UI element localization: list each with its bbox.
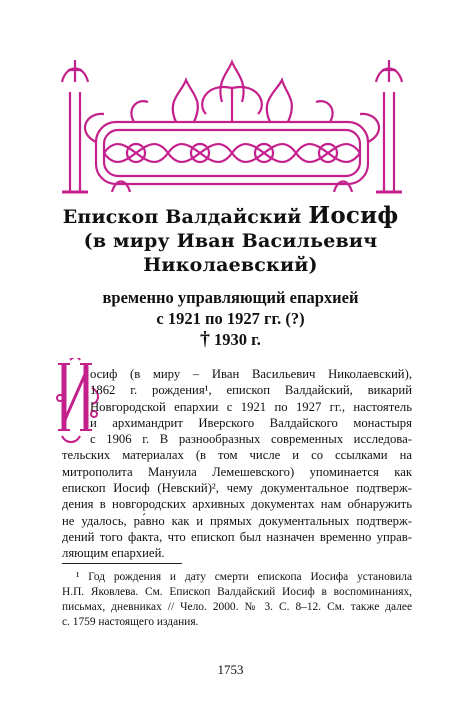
title-prefix: Епископ Валдайский [62,206,309,228]
body-line: епископ Иосиф (Невский)², чему документальное подтверж- [62,481,412,496]
body-line: не удалось, ра́вно как и прямых документальных подтверж- [62,513,412,528]
title-line-3: Николаевский) [143,254,318,276]
body-line: с 1906 г. В разнообразных современных исследова- [90,432,412,447]
subtitle-line-1: временно управляющий епархией [102,288,359,307]
body-line: тельских материалах (в том числе и со ссылками на [62,448,412,463]
body-line: ляющим епархией. [62,546,165,561]
body-paragraph [62,366,412,562]
title-name: Иосиф [308,202,399,229]
title-line-2: (в миру Иван Васильевич [83,230,378,252]
footnote [62,570,412,630]
death-year: 1930 г. [214,330,261,349]
footnote-line: письмах, дневниках // Чело. 2000. № 3. С. 8–12. См. также далее [62,601,412,613]
page-number: 1753 [217,662,244,677]
subtitle-line-2: с 1921 по 1927 гг. (?) [156,309,305,328]
body-line: 1862 г. рождения¹, епископ Валдайский, викарий [90,383,412,398]
body-line: Новгородской епархии с 1921 по 1927 гг., настоятель [90,399,412,414]
body-line: дений того факта, что епископ был назначен временно управ- [62,529,412,544]
footnote-line: с. 1759 настоящего издания. [62,616,199,628]
footnote-divider [62,563,182,564]
body-line: осиф (в миру – Иван Васильевич Николаевский), [90,367,412,381]
footnote-line: ¹ Год рождения и дату смерти епископа Иосифа установила [76,571,412,583]
title-block [20,204,441,350]
body-line: и архимандрит Иверского Валдайского монастыря [90,415,412,430]
cross-icon: † [200,328,211,350]
title-line-1 [20,204,441,229]
body-line: митрополита Мануила Лемешевского) упоминается как [62,464,412,479]
body-line: дения в новгородских архивных документах нам обнаружить [62,497,412,512]
interlace-headpiece-ornament [56,52,408,202]
death-line [20,329,441,350]
footnote-line: Н.П. Яковлева. См. Епископ Валдайский Иосиф в воспоминаниях, [62,586,412,598]
